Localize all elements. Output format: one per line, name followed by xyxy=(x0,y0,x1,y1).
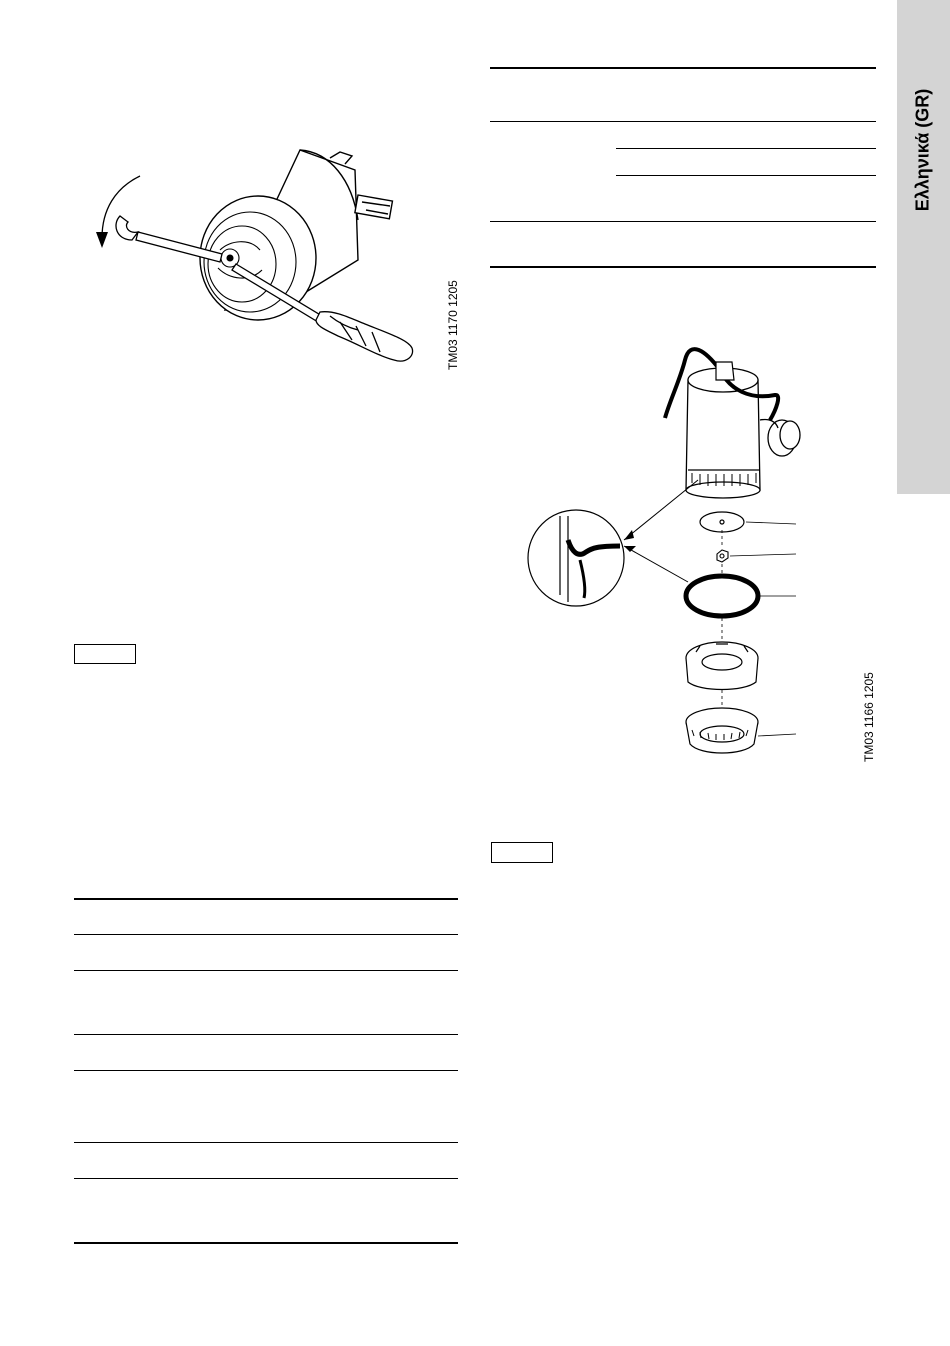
right-table-rule xyxy=(490,221,876,222)
right-table-subrule xyxy=(616,175,876,176)
impeller-part xyxy=(700,512,744,532)
left-table-rule xyxy=(74,1070,458,1071)
nut-part xyxy=(717,550,728,562)
seal-ring-part xyxy=(686,576,758,616)
left-table-rule xyxy=(74,934,458,935)
seal-detail-inset xyxy=(528,510,624,606)
right-table-rule xyxy=(490,121,876,122)
left-table-rule xyxy=(74,970,458,971)
left-table-rule xyxy=(74,1034,458,1035)
right-table-top-rule xyxy=(490,67,876,69)
left-table-top-rule xyxy=(74,898,458,900)
language-tab[interactable] xyxy=(897,0,950,494)
impeller-removal-figure xyxy=(90,140,430,380)
left-table-rule xyxy=(74,1178,458,1179)
right-table-bottom-rule xyxy=(490,266,876,268)
strainer-part xyxy=(686,708,758,753)
pump-base-part xyxy=(686,642,758,690)
left-table-bottom-rule xyxy=(74,1242,458,1244)
pump-exploded-figure xyxy=(520,340,810,770)
left-table-rule xyxy=(74,1142,458,1143)
pump-housing xyxy=(686,368,800,498)
language-tab-label: Ελληνικά (GR) xyxy=(912,88,933,212)
figure-code-impeller: TM03 1170 1205 xyxy=(446,280,460,370)
right-table-subrule xyxy=(616,148,876,149)
pump-motor-body xyxy=(200,150,392,320)
figure-code-pump: TM03 1166 1205 xyxy=(862,672,876,762)
note-box-left xyxy=(74,644,136,664)
note-box-right xyxy=(491,842,553,863)
